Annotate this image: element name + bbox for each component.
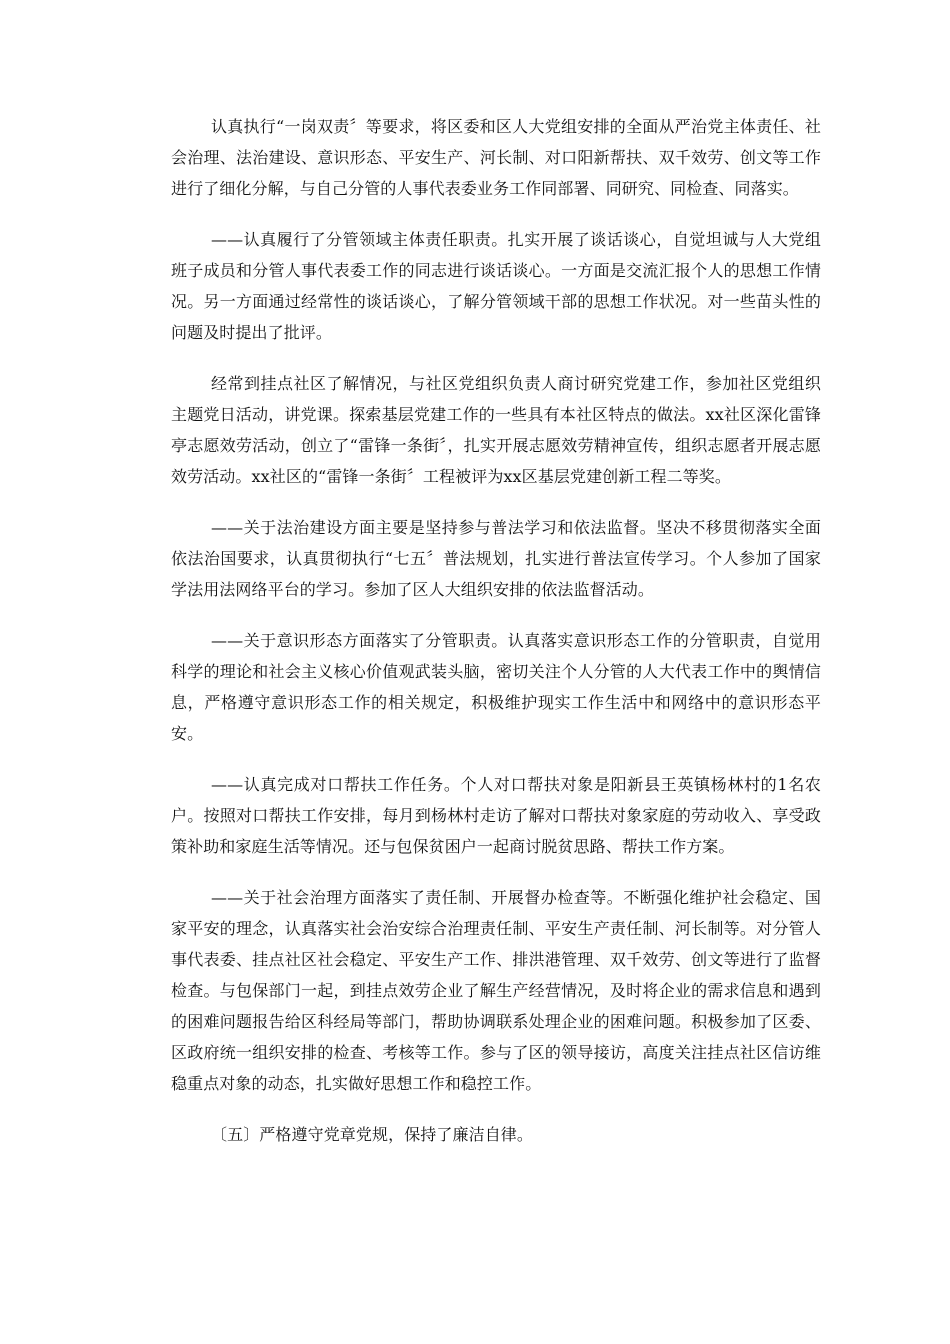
paragraph-rule-of-law: ——关于法治建设方面主要是坚持参与普法学习和依法监督。坚决不移贯彻落实全面依法治国要求，认真贯彻执行“七五〞普法规划，扎实进行普法宣传学习。个人参加了国家学法用法网络平台的学习。参加了区人大组织安排的依法监督活动。 <box>171 518 821 599</box>
document-body <box>171 111 821 1150</box>
paragraph-social-governance: ——关于社会治理方面落实了责任制、开展督办检查等。不断强化维护社会稳定、国家平安的理念，认真落实社会治安综合治理责任制、平安生产责任制、河长制等。对分管人事代表委、挂点社区社会稳定、平安生产工作、排洪港管理、双千效劳、创文等进行了监督检查。与包保部门一起，到挂点效劳企业了解生产经营情况，及时将企业的需求信息和遇到的困难问题报告给区科经局等部门，帮助协调联系处理企业的困难问题。积极参加了区委、区政府统一组织安排的检查、考核等工作。参与了区的领导接访，高度关注挂点社区信访维稳重点对象的动态，扎实做好思想工作和稳控工作。 <box>171 888 821 1093</box>
paragraph-section-five-heading: 〔五〕严格遵守党章党规，保持了廉洁自律。 <box>211 1125 534 1144</box>
paragraph-poverty-assistance: ——认真完成对口帮扶工作任务。个人对口帮扶对象是阳新县王英镇杨林村的1名农户。按照对口帮扶工作安排，每月到杨林村走访了解对口帮扶对象家庭的劳动收入、享受政策补助和家庭生活等情况。还与包保贫困户一起商讨脱贫思路、帮扶工作方案。 <box>171 775 821 856</box>
paragraph-main-responsibility: ——认真履行了分管领域主体责任职责。扎实开展了谈话谈心，自觉坦诚与人大党组班子成员和分管人事代表委工作的同志进行谈话谈心。一方面是交流汇报个人的思想工作情况。另一方面通过经常性的谈话谈心，了解分管领域干部的思想工作状况。对一些苗头性的问题及时提出了批评。 <box>171 230 821 342</box>
paragraph-community-party-building: 经常到挂点社区了解情况，与社区党组织负责人商讨研究党建工作，参加社区党组织主题党日活动，讲党课。探索基层党建工作的一些具有本社区特点的做法。xx社区深化雷锋亭志愿效劳活动，创立了“雷锋一条街〞，扎实开展志愿效劳精神宣传，组织志愿者开展志愿效劳活动。xx社区的“雷锋一条街〞工程被评为xx区基层党建创新工程二等奖。 <box>171 374 821 486</box>
paragraph-ideology: ——关于意识形态方面落实了分管职责。认真落实意识形态工作的分管职责，自觉用科学的理论和社会主义核心价值观武装头脑，密切关注个人分管的人大代表工作中的舆情信息，严格遵守意识形态工作的相关规定，积极维护现实工作生活中和网络中的意识形态平安。 <box>171 631 821 743</box>
paragraph-responsibility-decomposition: 认真执行“一岗双责〞等要求，将区委和区人大党组安排的全面从严治党主体责任、社会治理、法治建设、意识形态、平安生产、河长制、对口阳新帮扶、双千效劳、创文等工作进行了细化分解，与自己分管的人事代表委业务工作同部署、同研究、同检查、同落实。 <box>171 117 821 198</box>
